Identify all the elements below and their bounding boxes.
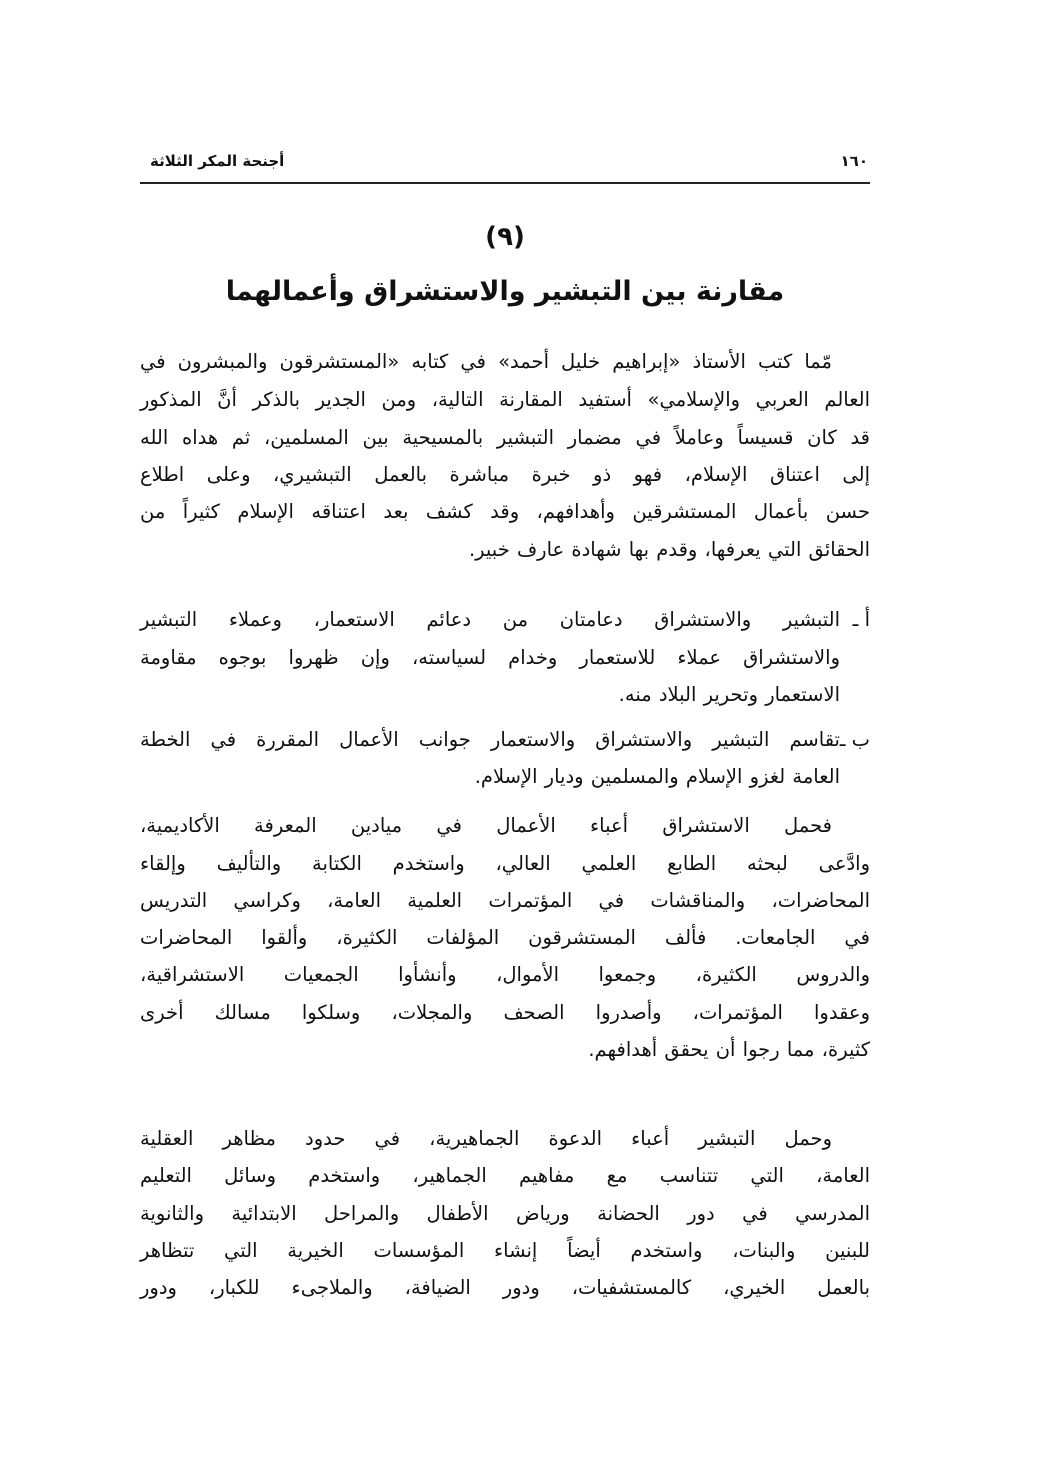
text-line: وحمل التبشير أعباء الدعوة الجماهيرية، في حدود مظاهر العقلية: [140, 1127, 832, 1150]
list-marker: أ ـ: [852, 608, 870, 631]
text-line: العامة، التي تتناسب مع مفاهيم الجماهير، واستخدم وسائل التعليم: [140, 1164, 870, 1187]
list-marker: ب ـ: [839, 728, 870, 751]
text-line: المدرسي في دور الحضانة ورياض الأطفال والمراحل الابتدائية والثانوية: [140, 1202, 870, 1225]
text-line: المحاضرات، والمناقشات في المؤتمرات العلمية العامة، وكراسي التدريس: [140, 889, 870, 912]
text-line: كثيرة، مما رجوا أن يحقق أهدافهم.: [588, 1038, 870, 1061]
text-line: فحمل الاستشراق أعباء الأعمال في ميادين المعرفة الأكاديمية،: [140, 814, 832, 837]
text-line: الحقائق التي يعرفها، وقدم بها شهادة عارف خبير.: [468, 538, 870, 561]
text-line: الاستعمار وتحرير البلاد منه.: [618, 683, 840, 706]
text-line: إلى اعتناق الإسلام، فهو ذو خبرة مباشرة بالعمل التبشيري، وعلى اطلاع: [140, 463, 870, 486]
text-line: مّما كتب الأستاذ «إبراهيم خليل أحمد» في كتابه «المستشرقون والمبشرون في: [140, 350, 832, 373]
text-line: والدروس الكثيرة، وجمعوا الأموال، وأنشأوا الجمعيات الاستشراقية،: [140, 963, 870, 986]
text-line: العالم العربي والإسلامي» أستفيد المقارنة التالية، ومن الجدير بالذكر أنَّ المذكور: [140, 388, 870, 411]
chapter-number: (٩): [485, 222, 525, 252]
text-line: قد كان قسيساً وعاملاً في مضمار التبشير بالمسيحية بين المسلمين، ثم هداه الله: [140, 426, 870, 449]
text-line: للبنين والبنات، واستخدم أيضاً إنشاء المؤسسات الخيرية التي تتظاهر: [140, 1239, 870, 1262]
text-line: حسن بأعمال المستشرقين وأهدافهم، وقد كشف بعد اعتناقه الإسلام كثيراً من: [140, 500, 870, 523]
text-line: وعقدوا المؤتمرات، وأصدروا الصحف والمجلات، وسلكوا مسالك أخرى: [140, 1001, 870, 1024]
page-number: ١٦٠: [840, 152, 868, 170]
text-line: في الجامعات. فألف المستشرقون المؤلفات الكثيرة، وألقوا المحاضرات: [140, 926, 870, 949]
text-line: وادَّعى لبحثه الطابع العلمي العالي، واستخدم الكتابة والتأليف وإلقاء: [140, 852, 870, 875]
chapter-title: مقارنة بين التبشير والاستشراق وأعمالهما: [225, 276, 785, 307]
text-line: بالعمل الخيري، كالمستشفيات، ودور الضيافة، والملاجىء للكبار، ودور: [140, 1276, 870, 1299]
text-line: التبشير والاستشراق دعامتان من دعائم الاستعمار، وعملاء التبشير: [140, 608, 840, 631]
text-line: العامة لغزو الإسلام والمسلمين وديار الإسلام.: [474, 765, 840, 788]
running-header-title: أجنحة المكر الثلاثة: [150, 152, 285, 170]
text-line: والاستشراق عملاء للاستعمار وخدام لسياسته، وإن ظهروا بوجوه مقاومة: [140, 646, 840, 669]
text-line: تقاسم التبشير والاستشراق والاستعمار جوانب الأعمال المقررة في الخطة: [140, 728, 840, 751]
header-rule: [140, 182, 870, 184]
